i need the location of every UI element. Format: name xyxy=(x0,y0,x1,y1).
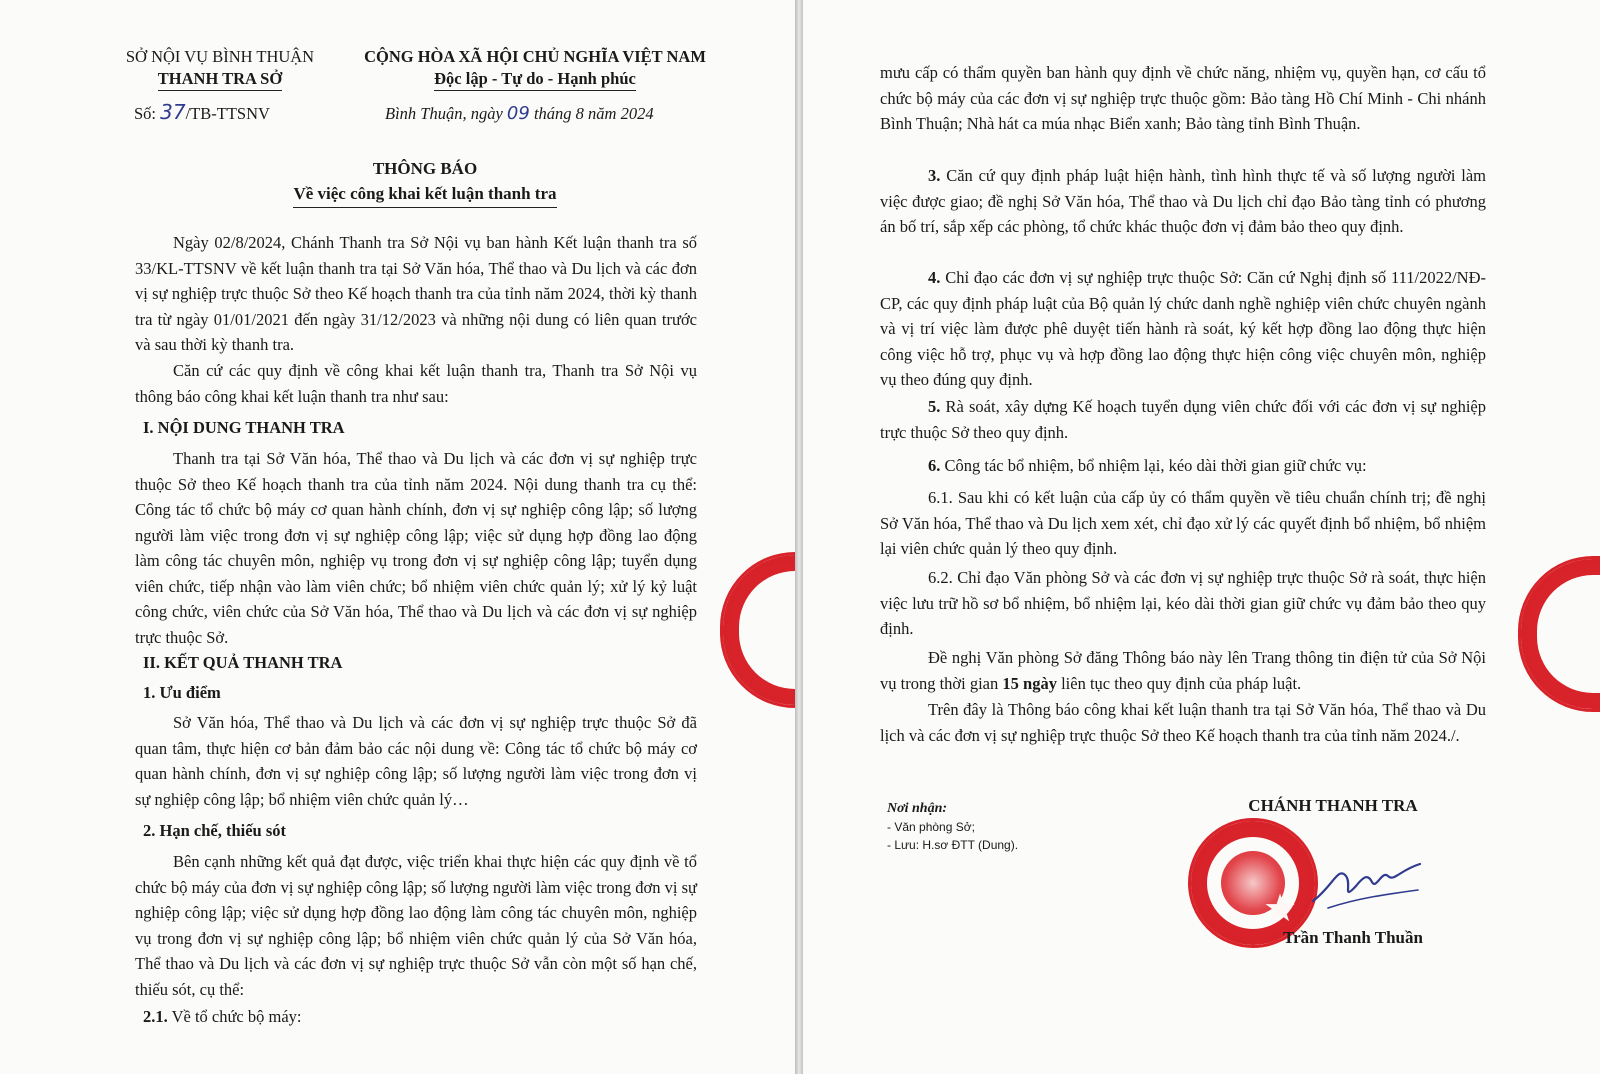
subsection-2-1: 2.1. Về tổ chức bộ máy: xyxy=(143,1007,302,1026)
document-page-left xyxy=(0,0,795,1074)
section-1-title: I. NỘI DUNG THANH TRA xyxy=(143,418,345,437)
star-icon: ★ xyxy=(1263,888,1298,930)
signer-name: Trần Thanh Thuần xyxy=(1283,928,1423,947)
recipient-item: - Lưu: H.sơ ĐTT (Dung). xyxy=(887,838,1019,852)
national-header xyxy=(340,46,730,91)
item-5: 5. Rà soát, xây dựng Kế hoạch tuyển dụng viên chức đối với các đơn vị sự nghiệp trực thuộc Sở theo quy định. xyxy=(880,397,1486,442)
motto: Độc lập - Tự do - Hạnh phúc xyxy=(434,68,636,91)
seal-partial-icon xyxy=(720,552,795,708)
closing-paragraph: Trên đây là Thông báo công khai kết luận thanh tra tại Sở Văn hóa, Thể thao và Du lịch và các đơn vị sự nghiệp trực thuộc Sở theo Kế hoạch thanh tra của tỉnh năm 2024./. xyxy=(880,700,1486,745)
subsection-2-body: Bên cạnh những kết quả đạt được, việc triển khai thực hiện các quy định về tổ chức bộ máy của đơn vị sự nghiệp công lập; số lượng người làm việc trong đơn vị sự nghiệp công lập; việc sử dụng hợp đồng lao động làm công tác chuyên môn, nghiệp vụ trong đơn vị sự nghiệp công lập; bổ nhiệm viên chức quản lý của Sở Văn hóa, Thể thao và Du lịch và các đơn vị sự nghiệp trực thuộc Sở vẫn còn một số hạn chế, thiếu sót, cụ thể: xyxy=(135,852,697,999)
page-gutter xyxy=(795,0,803,1074)
agency-name: SỞ NỘI VỤ BÌNH THUẬN xyxy=(125,47,315,66)
document-page-right xyxy=(803,0,1600,1074)
publication-request: Đề nghị Văn phòng Sở đăng Thông báo này lên Trang thông tin điện tử của Sở Nội vụ trong thời gian 15 ngày liên tục theo quy định của pháp luật. xyxy=(880,648,1486,693)
signer-title: CHÁNH THANH TRA xyxy=(1248,796,1418,815)
country-name: CỘNG HÒA XÃ HỘI CHỦ NGHĨA VIỆT NAM xyxy=(364,47,706,66)
item-4: 4. Chỉ đạo các đơn vị sự nghiệp trực thuộc Sở: Căn cứ Nghị định số 111/2022/NĐ-CP, các quy định pháp luật của Bộ quản lý chức danh nghề nghiệp viên chức chuyên ngành và vị trí việc làm được phê duyệt tiến hành rà soát, ký kết hợp đồng lao động thực hiện công việc hỗ trợ, phục vụ và hợp đồng lao động thực hiện công việc chuyên môn, nghiệp vụ theo đúng quy định. xyxy=(880,268,1487,389)
subsection-1-body: Sở Văn hóa, Thể thao và Du lịch và các đơn vị sự nghiệp trực thuộc Sở đã quan tâm, thực hiện cơ bản đảm bảo các nội dung về: Công tác tổ chức bộ máy cơ quan hành chính, đơn vị sự nghiệp công lập; số lượng người làm việc trong đơn vị sự nghiệp công lập; bổ nhiệm viên chức quản lý… xyxy=(135,713,697,809)
item-3: 3. Căn cứ quy định pháp luật hiện hành, tình hình thực tế và số lượng người làm việc được giao; đề nghị Sở Văn hóa, Thể thao và Du lịch chỉ đạo Bảo tàng tỉnh có phương án bố trí, sắp xếp các phòng, tổ chức khác thuộc đơn vị đảm bảo theo quy định. xyxy=(880,166,1486,236)
signature-icon xyxy=(1308,846,1428,916)
office-name: THANH TRA SỞ xyxy=(158,68,282,91)
recipients-block xyxy=(887,800,1018,854)
recipient-item: - Văn phòng Sở; xyxy=(887,820,975,834)
issuer-header xyxy=(100,46,340,91)
section-2-title: II. KẾT QUẢ THANH TRA xyxy=(143,653,343,672)
paragraph-intro: Ngày 02/8/2024, Chánh Thanh tra Sở Nội vụ ban hành Kết luận thanh tra số 33/KL-TTSNV về kết luận thanh tra tại Sở Văn hóa, Thể thao và Du lịch và các đơn vị sự nghiệp trực thuộc Sở theo Kế hoạch thanh tra của tỉnh năm 2024, thời kỳ thanh tra từ ngày 01/01/2021 đến ngày 31/12/2023 và những nội dung có liên quan trước và sau thời kỳ thanh tra. xyxy=(135,233,697,354)
paragraph-basis: Căn cứ các quy định về công khai kết luận thanh tra, Thanh tra Sở Nội vụ thông báo công khai kết luận thanh tra như sau: xyxy=(135,361,697,406)
subsection-1-title: 1. Ưu điểm xyxy=(143,683,221,702)
place-date: Bình Thuận, ngày 09 tháng 8 năm 2024 xyxy=(385,103,654,124)
continued-text: mưu cấp có thẩm quyền ban hành quy định về chức năng, nhiệm vụ, quyền hạn, cơ cấu tổ chức bộ máy của các đơn vị sự nghiệp trực thuộc gồm: Bảo tàng Hồ Chí Minh - Chi nhánh Bình Thuận; Nhà hát ca múa nhạc Biển xanh; Bảo tàng tỉnh Bình Thuận. xyxy=(880,63,1486,133)
handwritten-number: 37 xyxy=(160,100,186,124)
seal-partial-icon xyxy=(1518,556,1600,712)
doc-subtitle: Về việc công khai kết luận thanh tra xyxy=(100,181,750,208)
item-6-2: 6.2. Chỉ đạo Văn phòng Sở và các đơn vị sự nghiệp trực thuộc Sở rà soát, thực hiện việc lưu trữ hồ sơ bổ nhiệm, bổ nhiệm lại, kéo dài thời gian giữ chức vụ đảm bảo theo quy định. xyxy=(880,568,1486,638)
subsection-2-title: 2. Hạn chế, thiếu sót xyxy=(143,821,287,840)
handwritten-day: 09 xyxy=(506,103,530,124)
item-6: 6. Công tác bổ nhiệm, bổ nhiệm lại, kéo dài thời gian giữ chức vụ: xyxy=(928,456,1367,475)
item-6-1: 6.1. Sau khi có kết luận của cấp ủy có thẩm quyền về tiêu chuẩn chính trị; đề nghị Sở Văn hóa, Thể thao và Du lịch xem xét, chỉ đạo xử lý các quyết định bổ nhiệm, bổ nhiệm lại viên chức quản lý theo quy định. xyxy=(880,488,1486,558)
recipients-title: Nơi nhận: xyxy=(887,801,948,816)
doc-title: THÔNG BÁO xyxy=(372,159,478,178)
document-number: Số: 37/TB-TTSNV xyxy=(134,100,270,124)
section-1-body: Thanh tra tại Sở Văn hóa, Thể thao và Du lịch và các đơn vị sự nghiệp trực thuộc Sở theo Kế hoạch thanh tra của tỉnh năm 2024. Nội dung thanh tra cụ thể: Công tác tổ chức bộ máy cơ quan hành chính, đơn vị sự nghiệp công lập; số lượng người làm việc trong đơn vị sự nghiệp công lập; việc sử dụng hợp đồng lao động làm công tác chuyên môn, nghiệp vụ trong đơn vị sự nghiệp công lập; tuyển dụng viên chức, tiếp nhận vào làm viên chức; bổ nhiệm viên chức quản lý; xử lý kỷ luật công chức, viên chức của Sở Văn hóa, Thể thao và Du lịch và các đơn vị sự nghiệp trực thuộc Sở. xyxy=(135,449,697,647)
